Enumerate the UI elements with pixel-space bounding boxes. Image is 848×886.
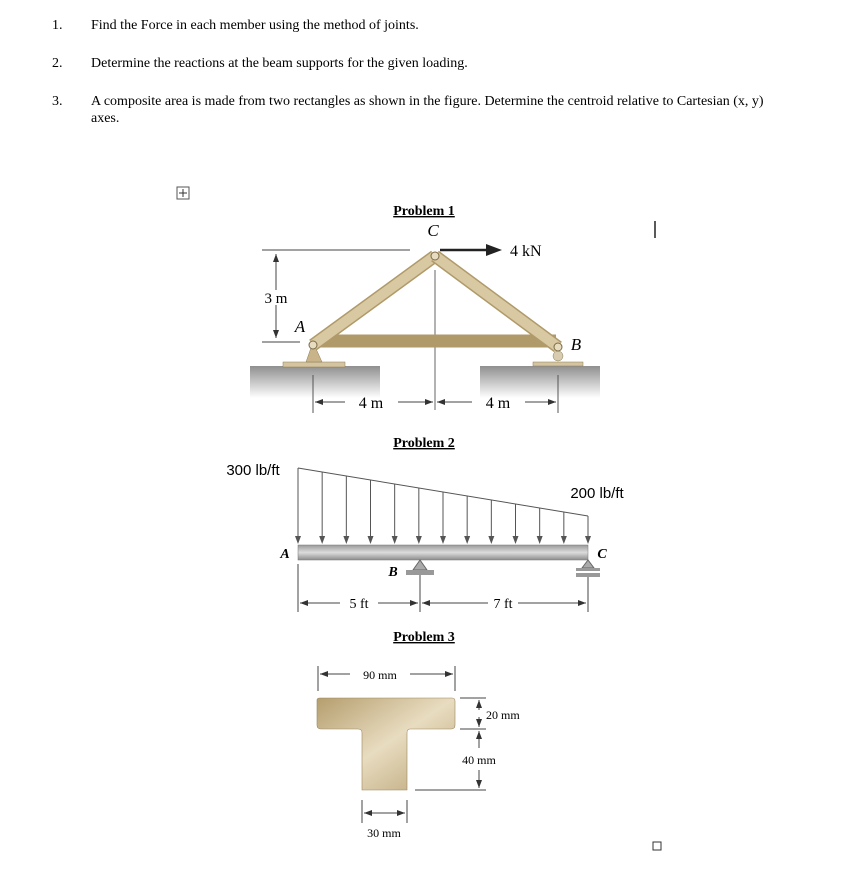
span-right-dimension: 4 m: [485, 395, 511, 412]
question-number: 3.: [52, 94, 63, 109]
joint-b-label: B: [570, 335, 582, 354]
force-label: 4 kN: [510, 243, 542, 260]
question-text: A composite area is made from two rectangles as shown in the figure. Determine the centroid relative to Cartesian (x, y) axes.: [91, 94, 764, 126]
load-arrow-head: [343, 536, 349, 544]
load-arrow-head: [392, 536, 398, 544]
problem-3-title: Problem 3: [393, 630, 455, 645]
joint-a-label: A: [294, 317, 306, 336]
move-handle-icon[interactable]: [177, 187, 189, 199]
member-ac: [313, 256, 435, 345]
problem-1-truss-diagram: [250, 204, 600, 413]
problem-2-beam-diagram: [226, 436, 624, 612]
t-section-shape: [317, 698, 455, 790]
ground-right: [480, 366, 600, 398]
load-arrow-head: [319, 536, 325, 544]
load-arrow-head: [416, 536, 422, 544]
ground-left: [250, 366, 380, 398]
load-arrow-head: [368, 536, 374, 544]
load-arrow-head: [464, 536, 470, 544]
load-arrow-head: [537, 536, 543, 544]
flange-thickness-dimension: 20 mm: [486, 708, 520, 722]
question-text: Find the Force in each member using the method of joints.: [91, 18, 419, 33]
load-arrow-head: [561, 536, 567, 544]
pin-support-b: [413, 560, 427, 570]
load-arrows: [295, 468, 591, 544]
load-arrow-head: [440, 536, 446, 544]
question-text: Determine the reactions at the beam supports for the given loading.: [91, 56, 468, 71]
joint-c-label: C: [427, 221, 439, 240]
height-dimension: 3 m: [264, 291, 288, 307]
load-arrow-head: [513, 536, 519, 544]
width-top-dimension: 90 mm: [363, 668, 397, 682]
question-number: 2.: [52, 56, 63, 71]
web-height-dimension: 40 mm: [462, 753, 496, 767]
span-bc-dimension: 7 ft: [493, 597, 513, 612]
load-right-label: 200 lb/ft: [570, 485, 624, 502]
resize-handle-icon[interactable]: [653, 842, 661, 850]
support-b: [533, 362, 583, 366]
member-bc: [435, 256, 558, 347]
beam: [298, 545, 588, 560]
force-arrow: [486, 244, 502, 256]
support-a: [283, 362, 345, 367]
point-b-label: B: [388, 565, 398, 580]
load-arrow-head: [488, 536, 494, 544]
span-ab-dimension: 5 ft: [349, 597, 369, 612]
point-c-label: C: [597, 547, 607, 562]
point-a-label: A: [280, 547, 290, 562]
web-width-dimension: 30 mm: [367, 826, 401, 840]
span-left-dimension: 4 m: [358, 395, 384, 412]
problem-1-title: Problem 1: [393, 204, 455, 219]
roller-support-c: [582, 560, 594, 568]
load-arrow-head: [585, 536, 591, 544]
problem-2-title: Problem 2: [393, 436, 455, 451]
question-number: 1.: [52, 18, 63, 33]
problem-3-composite-area: [317, 630, 520, 840]
load-arrow-head: [295, 536, 301, 544]
load-left-label: 300 lb/ft: [226, 462, 280, 479]
